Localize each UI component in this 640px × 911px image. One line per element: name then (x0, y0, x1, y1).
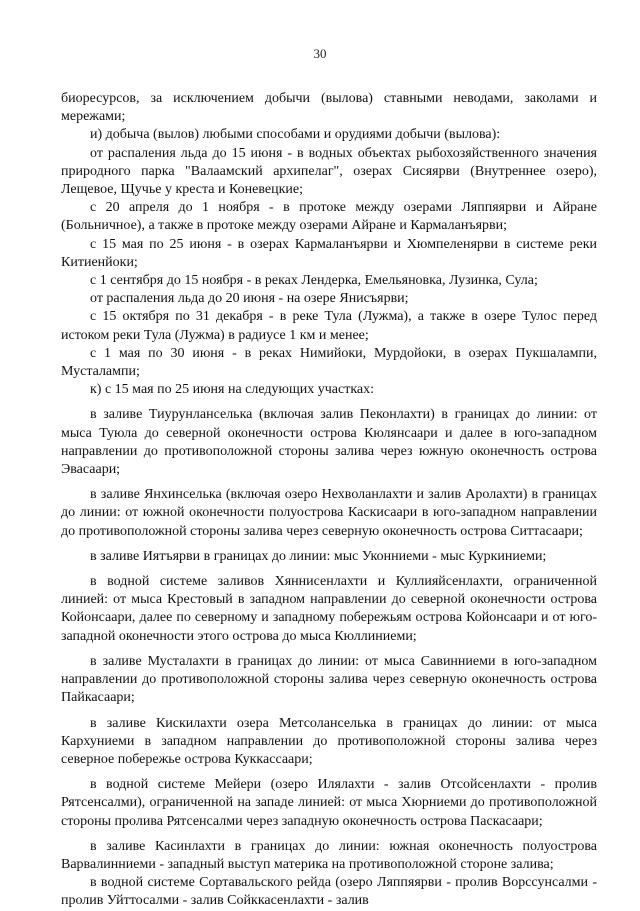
document-body (61, 90, 597, 911)
paragraph: в заливе Кискилахти озера Метсоланселька в границах до линии: от мыса Кархуниеми в западном направлении до противоположной стороны залива через северное побережье острова Куккассаари; (61, 715, 597, 767)
paragraph: с 20 апреля до 1 ноября - в протоке между озерами Ляппяярви и Айране (Больничное), а также в протоке между озерами Айране и Кармаланъярви; (61, 200, 597, 234)
paragraph: и) добыча (вылов) любыми способами и орудиями добычи (вылова): (90, 127, 501, 143)
paragraph: биоресурсов, за исключением добычи (вылова) ставными неводами, заколами и мережами; (61, 91, 597, 125)
page-number: 30 (313, 46, 327, 61)
paragraph: в водной системе заливов Хяннисенлахти и Куллияйсенлахти, ограниченной линией: от мыса Крестовый в западном направлении до северной оконечности острова Койонсаари, далее по северному и западному побережьям острова Койонсаари и от юго-западной оконечности этого острова до мыса Кюллиниеми; (61, 574, 597, 644)
paragraph: в заливе Тиурунланселька (включая залив Пеконлахти) в границах до линии: от мыса Туюла до северной оконечности острова Кюлянсаари и далее в юго-западном направлении до противоположной стороны залива через южную оконечность острова Эвасаари; (61, 407, 597, 478)
paragraph: от распаления льда до 20 июня - на озере Янисъярви; (90, 291, 409, 307)
paragraph: с 1 сентября до 15 ноября - в реках Лендерка, Емельяновка, Лузинка, Сула; (90, 273, 538, 289)
paragraph: в заливе Янхинселька (включая озеро Нехволанлахти и залив Аролахти) в границах до линии: от южной оконечности полуострова Каскисаари в юго-западном направлении до противоположной стороны залива через северную оконечность острова Ситтасаари; (61, 487, 597, 539)
paragraph: в водной системе Мейери (озеро Илялахти - залив Отсойсенлахти - пролив Рятсенсалми), ограниченной на западе линией: от мыса Хюрниеми до противоположной стороны пролива Рятсенсалми через западную оконечность острова Паскасаари; (61, 777, 597, 829)
paragraph: от распаления льда до 15 июня - в водных объектах рыбохозяйственного значения природного парка "Валаамский архипелаг", озерах Сисяярви (Внутреннее озеро), Лещевое, Щучье у креста и Коневецкие; (61, 145, 597, 198)
paragraph: в водной системе Сортавальского рейда (озеро Ляппяярви - пролив Ворссунсалми - пролив Уйттосалми - залив Сойккасенлахти - залив (61, 875, 597, 909)
paragraph: с 15 мая по 25 июня - в озерах Кармаланъярви и Хюмпеленярви в системе реки Китиенйоки; (61, 236, 597, 270)
paragraph: в заливе Мусталахти в границах до линии: от мыса Савинниеми в юго-западном направлении до противоположной стороны залива через северную оконечность острова Пайкасаари; (61, 653, 597, 706)
paragraph: с 15 октября по 31 декабря - в реке Тула (Лужма), а также в озере Тулос перед истоком реки Тула (Лужма) в радиусе 1 км и менее; (61, 309, 597, 343)
paragraph: с 1 мая по 30 июня - в реках Нимийоки, Мурдойоки, в озерах Пукшалампи, Мусталампи; (61, 345, 597, 380)
paragraph: к) с 15 мая по 25 июня на следующих участках: (90, 382, 375, 398)
paragraph: в заливе Иятъярви в границах до линии: мыс Уконниеми - мыс Куркиниеми; (90, 548, 547, 564)
paragraph: в заливе Касинлахти в границах до линии: южная оконечность полуострова Варвалинниеми - западный выступ материка на противоположной стороне залива; (61, 838, 597, 872)
